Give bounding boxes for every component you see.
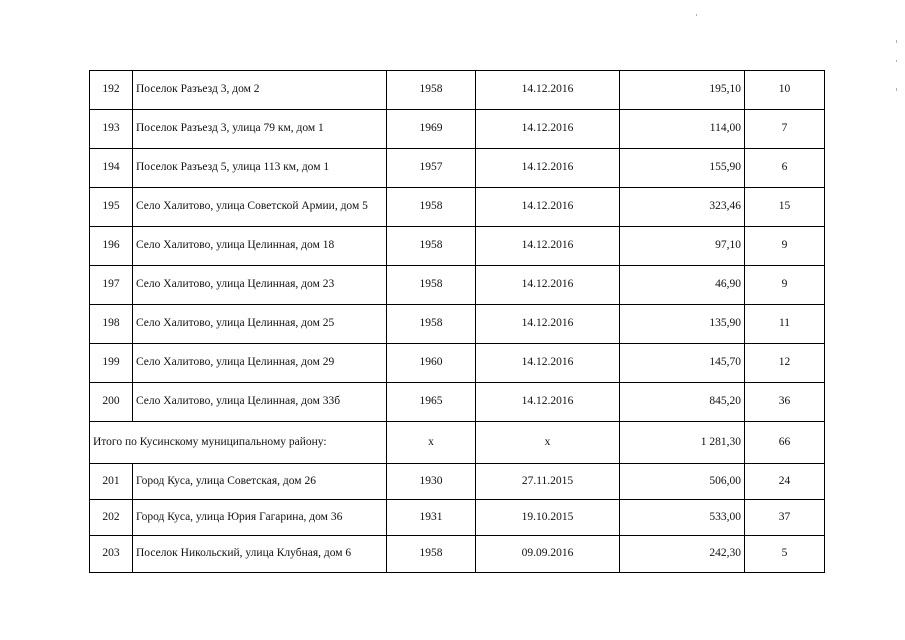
- row-year: 1958: [387, 188, 476, 227]
- row-year: 1931: [387, 500, 476, 536]
- row-date: 14.12.2016: [476, 227, 620, 266]
- scan-speck: [896, 88, 897, 91]
- total-date: x: [476, 422, 620, 464]
- row-date: 19.10.2015: [476, 500, 620, 536]
- row-year: 1958: [387, 536, 476, 573]
- row-number: 194: [90, 149, 133, 188]
- total-label: Итого по Кусинскому муниципальному району:: [90, 422, 387, 464]
- row-year: 1958: [387, 266, 476, 305]
- row-address: Поселок Разъезд 3, улица 79 км, дом 1: [133, 110, 387, 149]
- row-count: 36: [745, 383, 825, 422]
- table-row: [90, 110, 825, 149]
- row-address: Село Халитово, улица Целинная, дом 29: [133, 344, 387, 383]
- row-date: 14.12.2016: [476, 188, 620, 227]
- table-row: [90, 383, 825, 422]
- row-date: 09.09.2016: [476, 536, 620, 573]
- row-date: 14.12.2016: [476, 305, 620, 344]
- row-number: 198: [90, 305, 133, 344]
- row-area: 97,10: [620, 227, 745, 266]
- row-address: Село Халитово, улица Советской Армии, дом 5: [133, 188, 387, 227]
- row-address: Город Куса, улица Советская, дом 26: [133, 464, 387, 500]
- scan-speck: [696, 14, 697, 16]
- row-area: 195,10: [620, 71, 745, 110]
- row-count: 7: [745, 110, 825, 149]
- row-address: Село Халитово, улица Целинная, дом 23: [133, 266, 387, 305]
- row-count: 11: [745, 305, 825, 344]
- row-address: Поселок Никольский, улица Клубная, дом 6: [133, 536, 387, 573]
- row-date: 14.12.2016: [476, 266, 620, 305]
- row-area: 323,46: [620, 188, 745, 227]
- row-year: 1958: [387, 71, 476, 110]
- table-row: [90, 149, 825, 188]
- housing-table: [89, 70, 825, 573]
- row-date: 14.12.2016: [476, 383, 620, 422]
- table-row: [90, 266, 825, 305]
- row-number: 200: [90, 383, 133, 422]
- row-count: 9: [745, 227, 825, 266]
- table-row: [90, 344, 825, 383]
- row-year: 1960: [387, 344, 476, 383]
- row-address: Село Халитово, улица Целинная, дом 25: [133, 305, 387, 344]
- row-count: 24: [745, 464, 825, 500]
- row-number: 199: [90, 344, 133, 383]
- row-count: 12: [745, 344, 825, 383]
- row-year: 1969: [387, 110, 476, 149]
- row-count: 37: [745, 500, 825, 536]
- table-row: [90, 536, 825, 573]
- row-number: 197: [90, 266, 133, 305]
- row-area: 533,00: [620, 500, 745, 536]
- row-area: 845,20: [620, 383, 745, 422]
- row-address: Город Куса, улица Юрия Гагарина, дом 36: [133, 500, 387, 536]
- row-number: 195: [90, 188, 133, 227]
- row-count: 15: [745, 188, 825, 227]
- scan-speck: [896, 60, 897, 62]
- row-area: 135,90: [620, 305, 745, 344]
- row-year: 1958: [387, 227, 476, 266]
- total-year: x: [387, 422, 476, 464]
- row-number: 192: [90, 71, 133, 110]
- row-area: 114,00: [620, 110, 745, 149]
- row-year: 1957: [387, 149, 476, 188]
- total-count: 66: [745, 422, 825, 464]
- row-area: 145,70: [620, 344, 745, 383]
- total-row: [90, 422, 825, 464]
- row-area: 46,90: [620, 266, 745, 305]
- row-address: Поселок Разъезд 3, дом 2: [133, 71, 387, 110]
- row-address: Село Халитово, улица Целинная, дом 33б: [133, 383, 387, 422]
- table-row: [90, 188, 825, 227]
- row-date: 14.12.2016: [476, 110, 620, 149]
- scan-speck: [896, 40, 897, 43]
- row-year: 1930: [387, 464, 476, 500]
- row-number: 196: [90, 227, 133, 266]
- row-area: 242,30: [620, 536, 745, 573]
- row-count: 10: [745, 71, 825, 110]
- row-count: 6: [745, 149, 825, 188]
- row-address: Село Халитово, улица Целинная, дом 18: [133, 227, 387, 266]
- table-row: [90, 500, 825, 536]
- table-body: [90, 71, 825, 573]
- row-date: 14.12.2016: [476, 344, 620, 383]
- row-count: 9: [745, 266, 825, 305]
- row-number: 201: [90, 464, 133, 500]
- row-area: 155,90: [620, 149, 745, 188]
- row-number: 193: [90, 110, 133, 149]
- row-date: 27.11.2015: [476, 464, 620, 500]
- row-year: 1965: [387, 383, 476, 422]
- row-number: 203: [90, 536, 133, 573]
- row-count: 5: [745, 536, 825, 573]
- table-row: [90, 71, 825, 110]
- table-row: [90, 305, 825, 344]
- row-number: 202: [90, 500, 133, 536]
- row-date: 14.12.2016: [476, 71, 620, 110]
- row-address: Поселок Разъезд 5, улица 113 км, дом 1: [133, 149, 387, 188]
- row-date: 14.12.2016: [476, 149, 620, 188]
- total-area: 1 281,30: [620, 422, 745, 464]
- table-row: [90, 227, 825, 266]
- row-area: 506,00: [620, 464, 745, 500]
- table-row: [90, 464, 825, 500]
- row-year: 1958: [387, 305, 476, 344]
